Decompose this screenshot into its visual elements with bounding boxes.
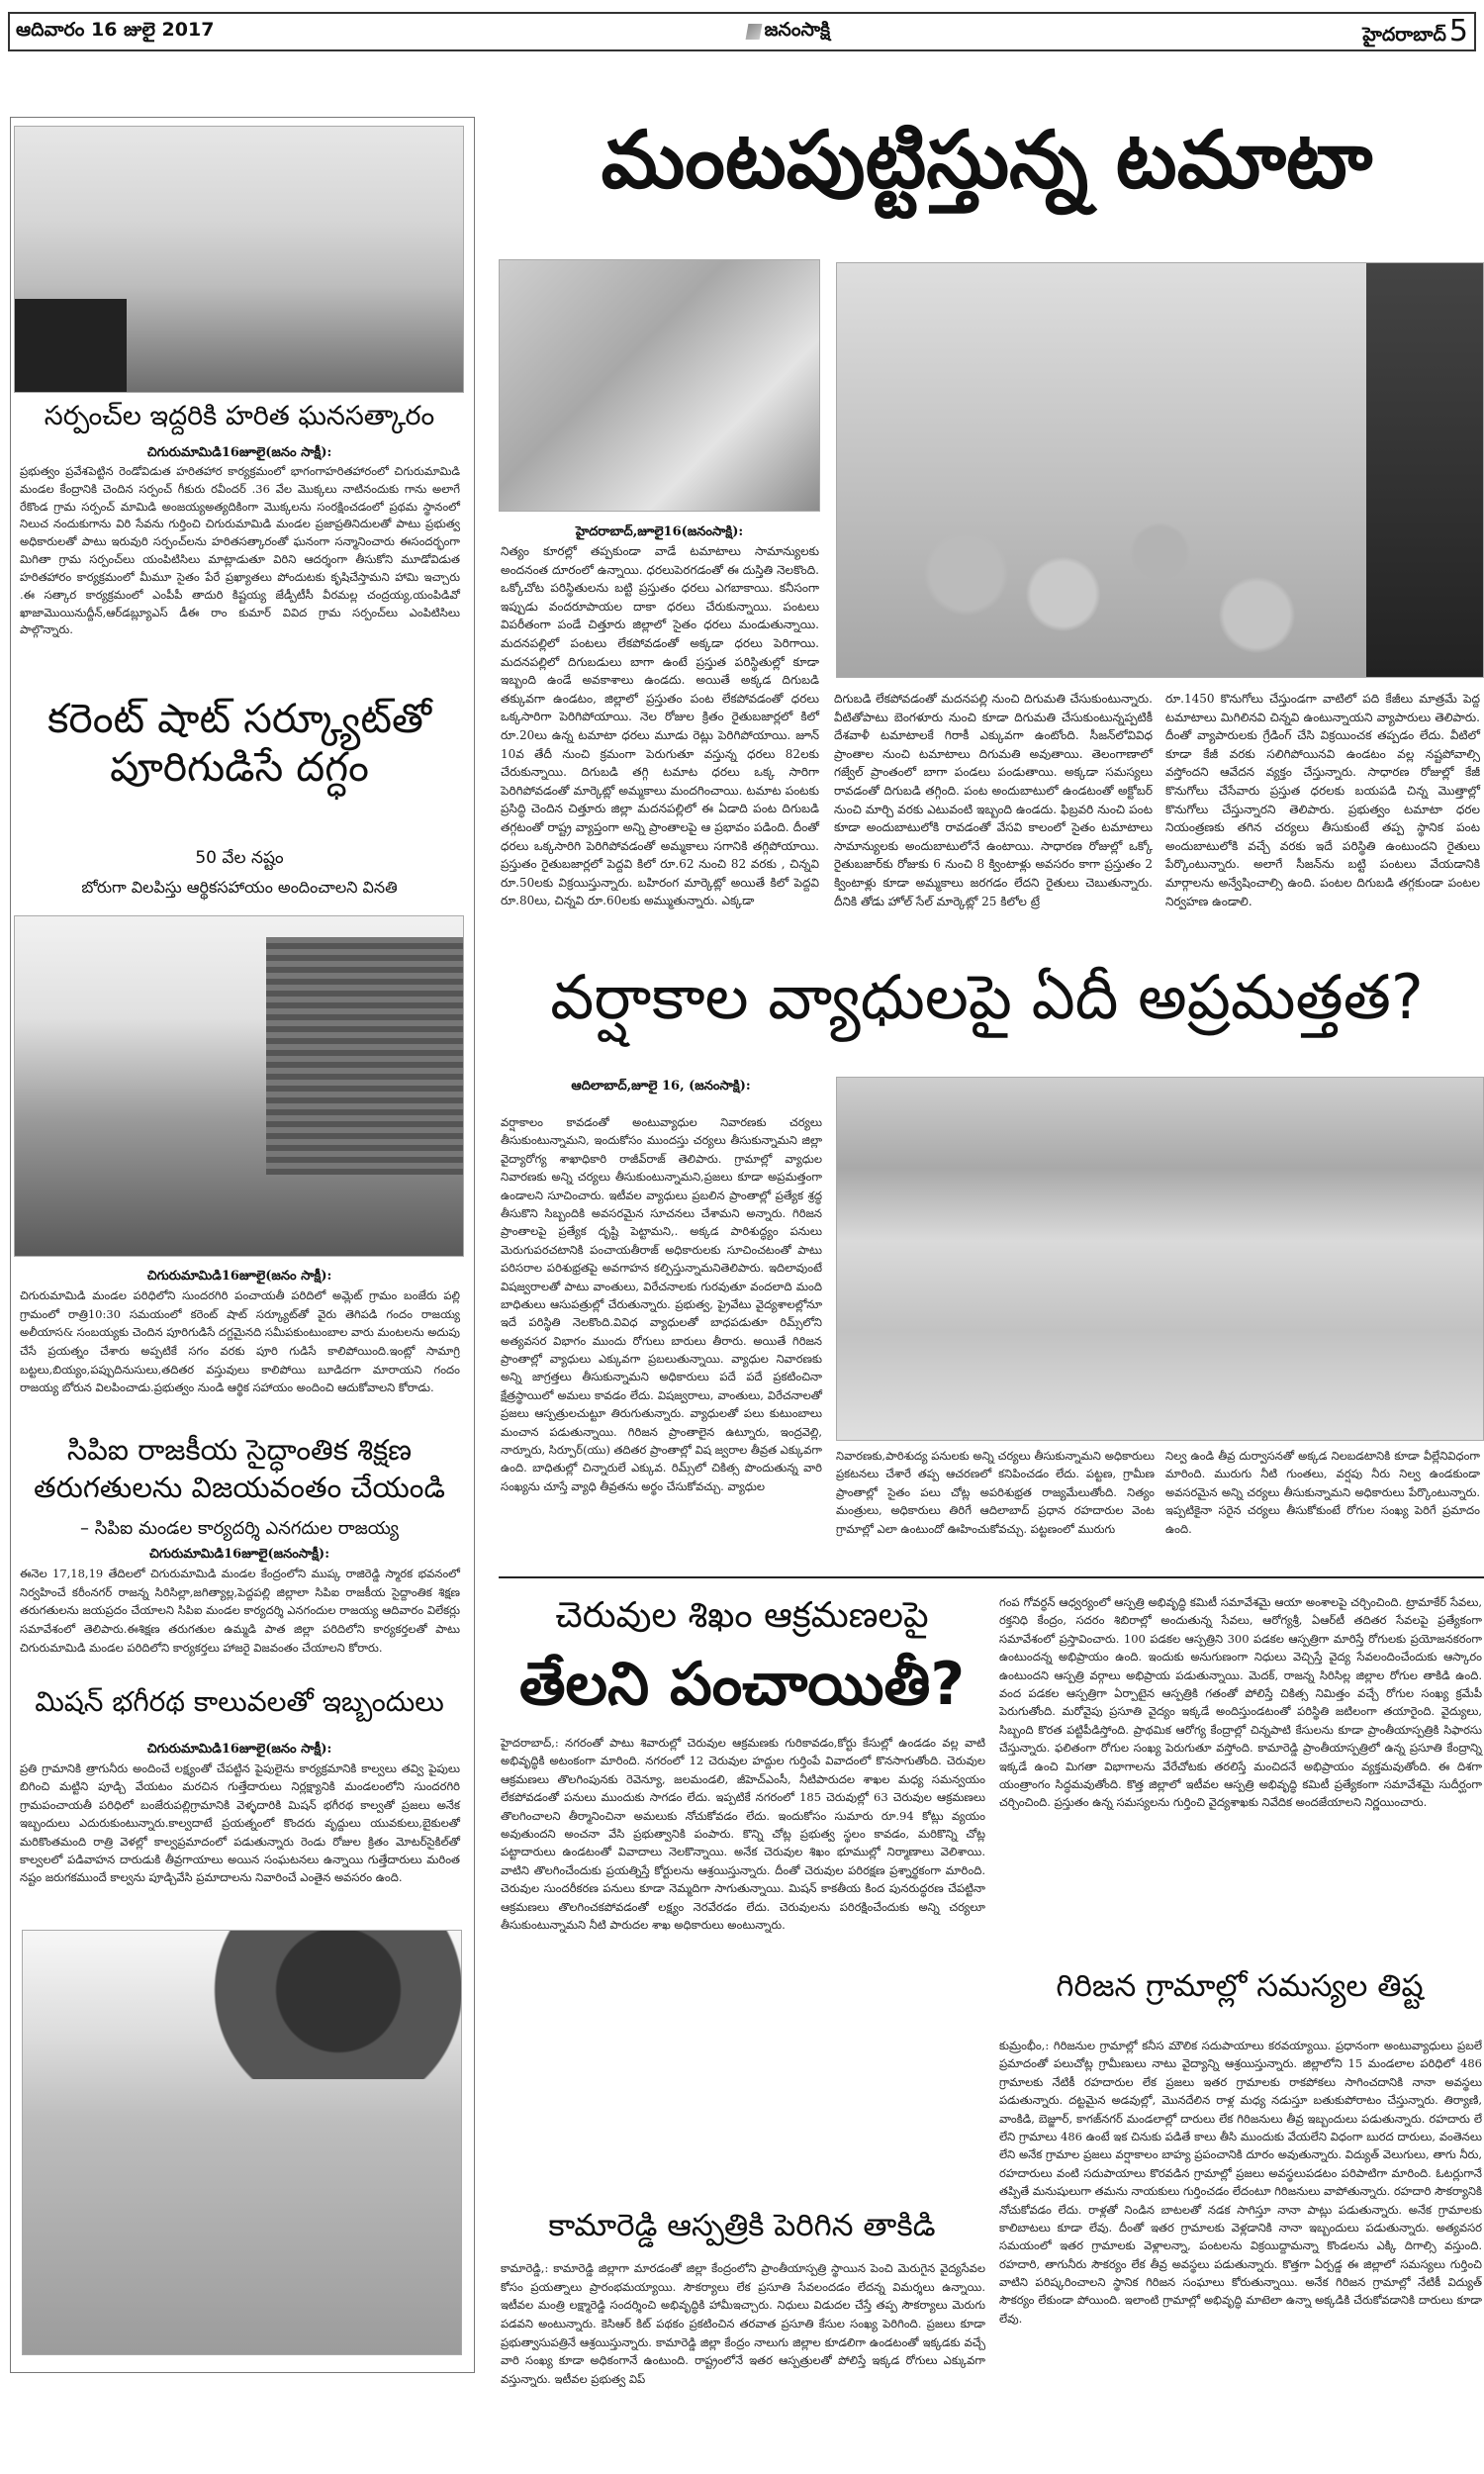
story-body-column: వర్షాకాలం కావడంతో అంటువ్యాధుల నివారణకు చర్యలు తీసుకుంటున్నామని, ఇందుకోసం ముందస్తు చర్యలు తీసుకున్నామని జిల్లా వైద్యారోగ్య శాఖాధికారి రాజీవ్‌రాజ్ తెలిపారు. గ్రామాల్లో వ్యాధుల నివారణకు అన్ని చర్యలు తీసుకుంటున్నామని,ప్రజలు కూడా అప్రమత్తంగా ఉండాలని సూచించారు. ఇటీవల వ్యాధులు ప్రబలిన ప్రాంతాల్లో ప్రత్యేక శ్రద్ధ తీసుకొని సిబ్బందికి అవసరమైన సూచనలు చేశామని అన్నారు. గిరిజన ప్రాంతాలపై ప్రత్యేక దృష్టి పెట్టామని,. అక్కడ పారిశుద్ధ్యం పనులు మెరుగుపరచటానికి పంచాయతీరాజ్ అధికారులకు సూచించటంతో పాటు పరిసరాల పరిశుభ్రతపై అవగాహన కల్పిస్తున్నామనితెలిపారు. ఇదిలావుంటే విషజ్వరాలతో పాటు వాంతులు, విరేచనాలకు గురవుతూ వందలాది మంది బాధితులు ఆసుపత్రుల్లో చేరుతున్నారు. ప్రభుత్వ, ప్రైవేటు వైద్యశాలల్లోనూ ఇదే పరిస్థితి నెలకొంది.వివిధ వ్యాధులతో బాధపడుతూ రిమ్స్‌లోని అత్యవసర విభాగం ముందు రోగులు బారులు తీరారు. అయితే గిరిజన ప్రాంతాల్లో వ్యాధులు ఎక్కువగా ప్రబలుతున్నాయి. వ్యాధుల నివారణకు అన్ని జాగ్రత్తలు తీసుకున్నామని అధికారులు పదే పదే ప్రకటించినా క్షేత్రస్థాయిలో అమలు కావడం లేదు. విషజ్వరాలు, వాంతులు, విరేచనాలతో ప్రజలు ఆస్పత్రులచుట్టూ తిరుగుతున్నారు. వ్యాధులతో పలు కుటుంబాలు మంచాన పడుతున్నాయి. గిరిజన ప్రాంతాలైన ఉట్నూరు, ఇంద్రవెల్లి, నార్నూరు, సిర్పూర్(యు) తదితర ప్రాంతాల్లో విష జ్వరాల తీవ్రత ఎక్కువగా ఉంది. బాధితుల్లో చిన్నారులే ఎక్కువ. రిమ్స్‌లో చికిత్స పొందుతున్న వారి సంఖ్యను చూస్తే వ్యాధి తీవ్రతను అర్థం చేసుకోవచ్చు. వ్యాధుల <box>501 1115 822 1493</box>
story-dateline: చిగురుమామిడి16జూలై(జనంసాక్షీ): <box>148 1547 330 1562</box>
story-headline: తేలని పంచాయితీ? <box>518 1650 966 1719</box>
story-headline: కరెంట్ షాట్ సర్క్యూట్‌తో పూరిగుడిసే దగ్ధం <box>46 695 431 792</box>
motorcycle-in-trench-photo <box>22 1930 462 2355</box>
burnt-hut-photo <box>14 915 464 1257</box>
story-headline: గిరిజన గ్రామాల్లో సమస్యల తిష్ట <box>1056 1968 1424 2004</box>
story-subheadline: 50 వేల నష్టం <box>195 848 284 868</box>
story-subheadline: బోరుగా విలపిస్తు ఆర్థికసహాయం అందించాలని వినతి <box>81 878 398 897</box>
story-body: చిగురుమామిడి మండల పరిధిలోని సుందరగిరి పంచాయతీ పరిదిలో అమ్లెట్ గ్రామం బంజేరు పల్లి గ్రామంలో రాత్రి10:30 సమయంలో కరెంట్ షాట్ సర్క్యూట్‌తో వైరు తెగిపడి గందం రాజయ్య అలీయాస& సంబయ్యకు చెందిన పూరిగుడిసే దగ్దమైనది సమీపకుంటుంబాల వారు మంటలను అదుపు చేసే ప్రయత్నం చేశారు అప్పటికే సగం వరకు పూరి గుడిసే కాలిపోయింది.ఇంట్లో సామాగ్రి బట్టలు,బియ్యం,పప్పుదినుసులు,తదితర వస్తువులు కాలిపోయి బూడిదగా మారాయని గందం రాజయ్య బోరున విలపించాడు.ప్రభుత్వం నుండి ఆర్థిక సహాయం అందించి ఆదుకోవాలని కోరాడు. <box>20 1288 460 1395</box>
story-dateline: చిగురుమామిడి16జూలై(జనం సాక్షీ): <box>146 1742 332 1757</box>
story-body-column: నిత్యం కూరల్లో తప్పకుండా వాడే టమాటాలు సామాన్యులకు అందనంత దూరంలో ఉన్నాయి. ధరలుపెరగడంతో ఈ దుస్తితి నెలకొంది. ఒక్కోచోట పరిస్థితులను బట్టి ప్రస్తుతం ధరలు ఎగబాకాయి. కనీసంగా ఇప్పుడు వందరూపాయల దాకా ధరలు చేరుకున్నాయి. పంటలు విపరీతంగా పండే చిత్తూరు జిల్లాలో సైతం ధరలు మండుతున్నాయి. మదనపల్లిలో పంటలు లేకపోవడంతో అక్కడా ధరలు పెరిగాయి. మదనపల్లిలో దిగుబడులు బాగా ఉంటే ప్రస్తుత పరిస్థితుల్లో కూడా ఇబ్బంది ఉండే అవకాశాలు ఉండదు. అయితే అక్కడ దిగుబడి తక్కువగా ఉండటం, జిల్లాలో ప్రస్తుతం పంట లేకపోవడంతో ధరలు ఒక్కసారిగా పెరిగిపోయాయి. నెల రోజుల క్రితం రైతుబజార్లలో కిలో రూ.20లు ఉన్న టమాటా ధరలు మూడు రెట్లు పెరిగిపోయాయి. జూన్ 10వ తేదీ నుంచి క్రమంగా పెరుగుతూ వస్తున్న ధరలు 82లకు చేరుకున్నాయి. దిగుబడి తగ్గి టమాట ధరలు ఒక్క సారిగా పెరిగిపోవడంతో మార్కెట్లో అమ్మకాలు మందగించాయి. టమాట పంటకు ప్రసిద్ధి చెందిన చిత్తూరు జిల్లా మదనపల్లిలో ఈ ఏడాది పంట దిగుబడి తగ్గటంతో రాష్ట్ర వ్యాప్తంగా అన్ని ప్రాంతాలపై ఆ ప్రభావం పడింది. దీంతో ధరలు ఒక్కసారిగి పెరిగిపోవడంతో అమ్మకాలు సగానికి తగ్గిపోయాయి. ప్రస్తుతం రైతుబజార్లలో పెద్దవి కిలో రూ.62 నుంచి 82 వరకు , చిన్నవి రూ.50లకు విక్రయిస్తున్నారు. బహిరంగ మార్కెట్లో అయితే కిలో పెద్దవి రూ.80లు, చిన్నవి రూ.60లకు అమ్ముతున్నారు. ఎక్కడా <box>501 544 819 908</box>
tomato-vendors-photo <box>836 262 1484 678</box>
story-body: ప్రతి గ్రామానికి త్రాగునీరు అందించే లక్ష్యంతో చేపట్టిన పైపులైను కార్యక్రమానికి కాల్వలు తవ్వి పైపులు బిగించి మట్టిని పూడ్చి వేయటం మరచిన గుత్తేదారులు నిర్లక్ష్యానికి మండలంలోని సుందరగిరి గ్రామపంచాయతీ పరిధిలో బంజేరుపల్లిగ్రామానికి వెళ్ళదారికి మిషన్ భగీరథ కాల్వతో ప్రజలు అనేక ఇబ్బందులు ఎదురుకుంటున్నారు.కాల్వదాటే ప్రయత్నంలో కొందరు వృద్దులు యువకులు,బైకులతో మరికొంతమంది రాత్రి వెళల్లో కాల్వప్రమాదంలో పడుతున్నారు రెండు రోజుల క్రితం మోటర్‌సైకిల్‌తో కాల్వలలో పడివాహన దారుడుకి తీవ్రగాయాలు అయిన సంఘటనలు ఉన్నాయి గుత్తేదారులు మరింత నష్టం జరుగకముందే కాల్వను పూడ్చివేసి ప్రమాదాలను నివారించే ఎంతైన అవసరం ఉంది. <box>20 1761 460 1885</box>
story-body: హైదరాబాద్,: నగరంతో పాటు శివారుల్లో చెరువుల ఆక్రమణకు గురికావడం,కోర్టు కేసుల్లో ఉండడం వల్ల వాటి అభివృద్ధికి అటంకంగా మారింది. నగరంలో 12 చెరువుల హద్దుల గుర్తింపే వివాదంలో కొనసాగుతోంది. చెరువుల ఆక్రమణలు తొలగింపునకు రెవెన్యూ, జలమండలి, జీహెచ్‌ఎంసీ, నీటిపారుదల శాఖల మధ్య సమన్వయం లేకపోవడంతో పనులు ముందుకు సాగడం లేదు. ఇప్పటికే నగరంలో 185 చెరువుల్లో 63 చెరువుల ఆక్రమణలు తొలగించాలని తీర్మానించినా అమలుకు నోచుకోవడం లేదు. ఇందుకోసం సుమారు రూ.94 కోట్లు వ్యయం అవుతుందని అంచనా వేసి ప్రభుత్వానికి పంపారు. కొన్ని చోట్ల ప్రభుత్వ స్థలం కావడం, మరికొన్ని చోట్ల పట్టాదారులు ఉండటంతో వివాదాలు నెలకొన్నాయి. అనేక చెరువుల శిఖం భూముల్లో నిర్మాణాలు వెలిశాయి. వాటిని తొలగించేందుకు ప్రయత్నిస్తే కోర్టులను ఆశ్రయిస్తున్నారు. దీంతో చెరువుల పరిరక్షణ ప్రశ్నార్థకంగా మారింది. చెరువుల సుందరీకరణ పనులు కూడా నెమ్మదిగా సాగుతున్నాయి. మిషన్ కాకతీయ కింద పునరుద్ధరణ చేపట్టినా ఆక్రమణలు తొలగించకపోవడంతో లక్ష్యం నెరవేరడం లేదు. చెరువులను పరిరక్షించేందుకు అన్ని చర్యలూ తీసుకుంటున్నామని నీటి పారుదల శాఖ అధికారులు అంటున్నారు. <box>501 1736 985 1932</box>
newspaper-brand <box>747 19 830 46</box>
story-body-continued: గంప గోవర్ధన్ ఆధ్వర్యంలో ఆస్పత్రి అభివృద్ధి కమిటీ సమావేశమై ఆయా అంశాలపై చర్చించింది. ట్రామాకేర్ సేవలు, రక్తనిధి కేంద్రం, సదరం శిబిరాల్లో అందుతున్న సేవలు, ఆరోగ్యశ్రీ, ఏఆర్‌టీ తదితర సేవలపై ప్రత్యేకంగా సమావేశంలో ప్రస్తావించారు. 100 పడకల ఆస్పత్రిని 300 పడకల ఆస్పత్రిగా మారిస్తే రోగులకు ప్రయోజనకరంగా ఉంటుందన్న అభిప్రాయం ఉంది. ఇందుకు అనుగుణంగా నిధులు వెచ్చిస్తే వైద్య సేవలందించేందుకు ఆస్కారం ఉంటుందని ఆస్పత్రి వర్గాలు అభిప్రాయ పడుతున్నాయి. మెదక్, రాజన్న సిరిసిల్ల జిల్లాల రోగుల తాకిడి ఉంది. వంద పడకల ఆస్పత్రిగా ఏర్పాటైన ఆస్పత్రికి గతంతో పోలిస్తే చికిత్స నిమిత్తం వచ్చే రోగుల సంఖ్య క్రమేపీ పెరుగుతోంది. మరోవైపు ప్రసూతి వైద్యం ఇక్కడే అందిస్తుండటంతో పరిస్థితి జటిలంగా తయారైంది. వైద్యులు, సిబ్బంది కొరత పట్టిపీడిస్తోంది. ప్రాథమిక ఆరోగ్య కేంద్రాల్లో చిన్నపాటి కేసులను కూడా ప్రాంతీయాస్పత్రికి సిఫారసు చేస్తున్నారు. ఫలితంగా రోగుల సంఖ్య పెరుగుతూ వస్తోంది. కామారెడ్డి ప్రాంతీయాస్పత్రిలో ఉన్న ప్రసూతి కేంద్రాన్ని ఇక్కడే ఉంచి మిగతా విభాగాలను వేరేచోటకు తరలిస్తే మంచిదనే అభిప్రాయం వ్యక్తమవుతోంది. ఈ దిశగా యంత్రాంగం సిద్ధమవుతోంది. కొత్త జిల్లాలో ఇటీవల ఆస్పత్రి అభివృద్ధి కమిటీ ప్రత్యేకంగా సమావేశమై సుదీర్ఘంగా చర్చించింది. ప్రస్తుతం ఉన్న సమస్యలను గుర్తించి వైద్యశాఖకు నివేదిక అందజేయాలని నిర్ణయించారు. <box>999 1595 1482 1810</box>
brand-name: జనంసాక్షి <box>764 18 831 41</box>
story-dateline: ఆదిలాబాద్,జూలై 16, (జనంసాక్షి): <box>571 1079 751 1094</box>
page-number: 5 <box>1448 13 1468 48</box>
story-body: ప్రభుత్వం ప్రవేశపెట్టిన రెండోవిడుత హరితహార కార్యక్రమంలో భాగంగాహరితహారంలో చిగురుమామిడి మండల కేంద్రానికి చెందిన సర్పంచ్ గీకురు రవీందర్ .36 వేల మొక్కలు నాటినందుకు గాను అలాగే రేకొండ గ్రామ సర్పంచ్ మామిడి అంజయ్యఅత్యదికింగా మొక్కలను సంరక్షించడంలో ప్రథమ స్థానంలో నిలుచ నందుకుగాను విరి సేవను గుర్తించి చిగురుమామిడి మండల ప్రజాప్రతినిదులతో పాటు ప్రభుత్వ అధికారులతో పాటు ఇరువురి సర్పంచ్‌లను హరితసత్కారంతో ఘనంగా సన్మానించారు ఈసందర్భంగా మిగితా గ్రామ సర్పంచ్‌లు యంపిటిసిలు మాట్లాడుతూ విరిని ఆదర్శంగా తీసుకోని మూడోవిడుత హరితహారం కార్యక్రమంలో మీమూ సైతం పేరే ప్రఖ్యాతలు పోందుటకు కృషిచేస్తామని హామి ఇచ్చారు .ఈ సత్కార కార్యక్రమంలో ఎంపీపీ తాదురి కిష్టయ్య జేడ్పీటీసీ వీరమల్ల చంద్రయ్య,యంపిడివో ఖాజామొయినుద్దీన్,ఆర్‌డబ్ల్యూఎస్ డీఈ రాం కుమార్ వివిద గ్రామ సర్పంచ్‌లు ఎంపిటిసిలు పాల్గొన్నారు. <box>20 464 460 637</box>
page-header <box>8 12 1476 51</box>
story-byline: – సిపిఐ మండల కార్యదర్శి ఎనగదుల రాజయ్య <box>80 1518 399 1539</box>
sarpanch-felicitation-photo <box>14 126 464 393</box>
story-body-column: నివారణకు,పారిశుద్య పనులకు అన్ని చర్యలు తీసుకున్నామని అధికారులు ప్రకటనలు చేశారే తప్ప ఆచరణలో కనిపించడం లేదు. పట్టణ, గ్రామీణ ప్రాంతాల్లో సైతం పలు చోట్ల అపరిశుభ్రత రాజ్యమేలుతోంది. నిత్యం మంత్రులు, అధికారులు తిరిగే ఆదిలాబాద్ ప్రధాన రహదారుల వెంట గ్రామాల్లో ఎలా ఉంటుందో ఊహించుకోవచ్చు. పట్టణంలో మురుగు <box>836 1449 1155 1536</box>
story-body: ఈనెల 17,18,19 తేదిలలో చిగురుమామిడి మండల కేంద్రంలోని ముప్క రాజిరెడ్డి స్మారక భవనంలో నిర్వహించే కరీంనగర్ రాజన్న సిరిసిల్లా,జగిత్యాల్ల,పెద్దపల్లి జిల్లాలా సిపిఐ రాజకీయ సైద్దాంతిక శిక్షణ తరుగతులను జయప్రదం చేయాలని సిపిఐ మండల కార్యదర్శి ఎనగందుల రాజయ్య ఆదివారం విలేకర్లు సమావేశంలో తెలిపారు.ఈశిక్షణ తరుగతుల ఉమ్మడి పాత జిల్లా పరిదిలోని కార్యకర్తలతో పాటు చిగురుమామిడి మండల పరిదిలోని కార్యకర్తలు హాజరై విజవంతం చేయాలని కోరారు. <box>20 1567 460 1655</box>
issue-date: ఆదివారం 16 జులై 2017 <box>16 18 215 41</box>
story-kicker: చెరువుల శిఖం ఆక్రమణలపై <box>555 1595 929 1636</box>
story-dateline: చిగురుమామిడి16జూలై(జనం సాక్షీ): <box>146 445 332 460</box>
story-headline: సర్పంచ్‌ల ఇద్దరికి హరిత ఘనసత్కారం <box>44 401 435 431</box>
money-and-tomatoes-photo <box>499 259 820 512</box>
story-dateline: హైదరాబాద్,జూలై16(జనంసాక్షి): <box>575 524 744 539</box>
section-divider <box>499 1576 1484 1578</box>
story-dateline: చిగురుమామిడి16జూలై(జనం సాక్షీ): <box>146 1269 332 1284</box>
story-body-column: నిల్వ ఉండి తీవ్ర దుర్వాసనతో అక్కడ నిలబడటానికి కూడా వీల్లేనివిధంగా మారింది. మురుగు నీటి గుంతలు, వర్షపు నీరు నిల్వ ఉండకుండా అవసరమైన అన్ని చర్యలు తీసుకున్నామని అధికారులు పేర్కొంటున్నారు. ఇప్పటికైనా సరైన చర్యలు తీసుకోకుంటే రోగుల సంఖ్య పెరిగే ప్రమాదం ఉంది. <box>1165 1449 1480 1536</box>
edition-page <box>1362 14 1468 50</box>
story-body: కుమ్రంభీం,: గిరిజనుల గ్రామాల్లో కనీస మౌలిక సదుపాయాలు కరవయ్యాయి. ప్రధానంగా అంటువ్యాధులు ప్రబలే ప్రమాదంతో పలుచోట్ల గ్రామీణులు నాటు వైద్యాన్ని ఆశ్రయిస్తున్నారు. జిల్లాలోని 15 మండలాల పరిధిలో 486 గ్రామాలకు నేటికీ రహదారుల లేక ప్రజలు ఇతర గ్రామాలకు రాకపోకలు సాగించదానికి నానా అవస్థలు పడుతున్నారు. దట్టమైన అడవుల్లో, మొనదేలిన రాళ్ల మధ్య నడుస్తూ బతుకుపోరాటం చేస్తున్నారు. తిర్యాణి, వాంకిడి, బెజ్జూర్, కాగజ్‌నగర్ మండలాల్లో దారులు లేక గిరిజనులు తీవ్ర ఇబ్బందులు పడుతున్నారు. రహదారు లే లేని గ్రామాలు 486 ఉంటే ఇక చినుకు పడితే కాలు తీసి ముందుకు వేయలేని విధంగా బురద దారులు, వంతెనలు లేని అనేక గ్రామాల ప్రజలు వర్షాకాలం బాహ్య ప్రపంచానికి దూరం అవుతున్నారు. విద్యుత్ వెలుగులు, తాగు నీరు, రహదారులు వంటి సదుపాయాలు కొరవడిన గ్రామాల్లో ప్రజలు అవస్థలుపడటం పరిపాటిగా మారింది. ఓటర్లుగానే తప్పితే మనుషులుగా తమను నాయకులు గుర్తించడం లేదంటూ గిరిజనులు వాపోతున్నారు. రహదారి సౌకర్యానికి నోచుకోవడం లేదు. రాళ్లతో నిండిన బాటలతో నడక సాగిస్తూ నానా పాట్లు పడుతున్నారు. అనేక గ్రామాలకు కాలిబాటలు కూడా లేవు. దీంతో ఇతర గ్రామాలకు వెళ్లడానికి నానా ఇబ్బందులు పడుతున్నారు. అత్యవసర సమయంలో ఇతర గ్రామాలకు వెళ్లాలన్నా, పంటలను విక్రయిద్దామన్నా కొండలను ఎక్కి దిగాల్సి వస్తుంది. రహదారి, తాగునీరు సౌకర్యం లేక తీవ్ర అవస్థలు పడుతున్నారు. కొత్తగా ఏర్పడ్డ ఈ జిల్లాలో సమస్యలు గుర్తించి వాటిని పరిష్కరించాలని స్థానిక గిరిజన సంఘాలు కోరుతున్నాయి. అనేక గిరిజన గ్రామాల్లో నేటికీ విద్యుత్ సౌకర్యం లేకుండా పోయింది. ఇలాంటి గ్రామాల్లో అభివృద్ధి మాటెలా ఉన్నా అక్కడికి చేరుకోవడానికి దారులు కూడా లేవు. <box>999 2039 1482 2326</box>
lead-headline: మంటపుట్టిస్తున్న టమాటా <box>601 114 1373 206</box>
garbage-street-photo <box>836 1077 1484 1441</box>
edition-city: హైదరాబాద్ <box>1362 23 1446 46</box>
story-headline: వర్షాకాల వ్యాధులపై ఏదీ అప్రమత్తత? <box>550 961 1424 1033</box>
brand-logo-icon <box>745 24 762 40</box>
story-body-column: దిగుబడి లేకపోవడంతో మదనపల్లి నుంచి దిగుమతి చేసుకుంటున్నారు. వీటితోపాటు బెంగళూరు నుంచి కూడా దిగుమతి చేసుకుంటున్నప్పటికీ దేశవాళీ టమాటాలకే గిరాకీ ఎక్కువగా ఉంటోంది. సీజన్‌లోవివిధ ప్రాంతాల నుంచి టమాటాలు దిగుమతి అవుతాయి. తెలంగాణాలో గజ్వేల్ ప్రాంతంలో బాగా పండలు పండుతాయి. అక్కడా సమస్యలు రావడంతో దిగుబడి తగ్గింది. పంట అందుబాటులో ఉండటంతో అక్టోబర్ నుంచి మార్చి వరకు ఎటువంటి ఇబ్బంది ఉండదు. ఫిబ్రవరి నుంచి పంట కూడా అందుబాటులోకి రావడంతో వేసవి కాలంలో సైతం టమాటాలు సామాన్యులకు అందుబాటులోనే ఉంటాయి. సాధారణ రోజుల్లో ఒక్కో రైతుబజార్‌కు రోజుకు 6 నుంచి 8 క్వింటాళ్లు అవసరం కాగా ప్రస్తుతం 2 క్వింటాళ్లు కూడా అమ్మకాలు జరగడం లేదని రైతులు చెబుతున్నారు. దీనికి తోడు హోల్ సేల్ మార్కెట్లో 25 కిలోల ట్రే <box>834 692 1153 908</box>
story-body: కామారెడ్డి,: కామారెడ్డి జిల్లాగా మారడంతో జిల్లా కేంద్రంలోని ప్రాంతీయాస్పత్రి స్థాయిన పెంచి మెరుగైన వైద్యసేవల కోసం ప్రయత్నాలు ప్రారంభమయ్యాయి. సౌకర్యాలు లేక ప్రసూతి సేవలందడం లేదన్న విమర్శలు ఉన్నాయి. ఇటీవల మంత్రి లక్ష్మారెడ్డి సందర్శించి అభివృద్ధికి హామీఇచ్చారు. నిధులు విడుదల చేస్తే తప్ప సౌకర్యాలు మెరుగు పడవని అంటున్నారు. కెసిఆర్ కిట్ పథకం ప్రకటించిన తరవాత ప్రసూతి కేసుల సంఖ్య పెరిగింది. ప్రజలు కూడా ప్రభుత్వాసుపత్రినే ఆశ్రయిస్తున్నారు. కామారెడ్డి జిల్లా కేంద్రం నాలుగు జిల్లాల కూడలిగా ఉండటంతో ఇక్కడకు వచ్చే వారి సంఖ్య కూడా అధికంగానే ఉంటుంది. రాష్ట్రంలోనే ఇతర ఆస్పత్రులతో పోలిస్తే ఇక్కడ రోగులు ఎక్కువగా వస్తున్నారు. ఇటీవల ప్రభుత్వ విప్ <box>501 2261 985 2386</box>
story-headline: మిషన్ భగీరథ కాలువలతో ఇబ్బందులు <box>35 1685 444 1718</box>
story-headline: సిపిఐ రాజకీయ సైద్ధాంతిక శిక్షణ తరుగతులను విజయవంతం చేయండి <box>34 1433 445 1504</box>
story-body-column: రూ.1450 కొనుగోలు చేస్తుండగా వాటిలో పది కేజీలు మాత్రమే పెద్ద టమాటాలు మిగిలినవి చిన్నవి ఉంటున్నాయని వ్యాపారులు తెలిపారు. దీంతో వ్యాపారులకు గ్రేడింగ్ చేసి విక్రయించక తప్పడం లేదు. వీటిలో కూడా కేజీ వరకు సలిగిపోయినవి ఉండటం వల్ల నష్టపోవాల్సి వస్తోందని ఆవేదన వ్యక్తం చేస్తున్నారు. సాధారణ రోజుల్లో కేజీ కొనుగోలు చేసేవారు ప్రస్తుత ధరలకు బయపడి చిన్న మొత్తాల్లో కొనుగోలు చేస్తున్నారని తెలిపారు. ప్రభుత్వం టమాటా ధరల నియంత్రణకు తగిన చర్యలు తీసుకుంటే తప్ప స్థానిక పంట అందుబాటులోకి వచ్చే వరకు ఇదే పరిస్థితి ఉంటుందని రైతులు పేర్కొంటున్నారు. అలాగే సీజన్‌ను బట్టి పంటలు వేయడానికి మార్గాలను అన్వేషించాల్సి ఉంది. పంటల దిగుబడి తగ్గకుండా పంటల నిర్వహణ ఉండాలి. <box>1165 692 1480 908</box>
story-headline: కామారెడ్డి ఆస్పత్రికి పెరిగిన తాకిడి <box>548 2208 936 2243</box>
